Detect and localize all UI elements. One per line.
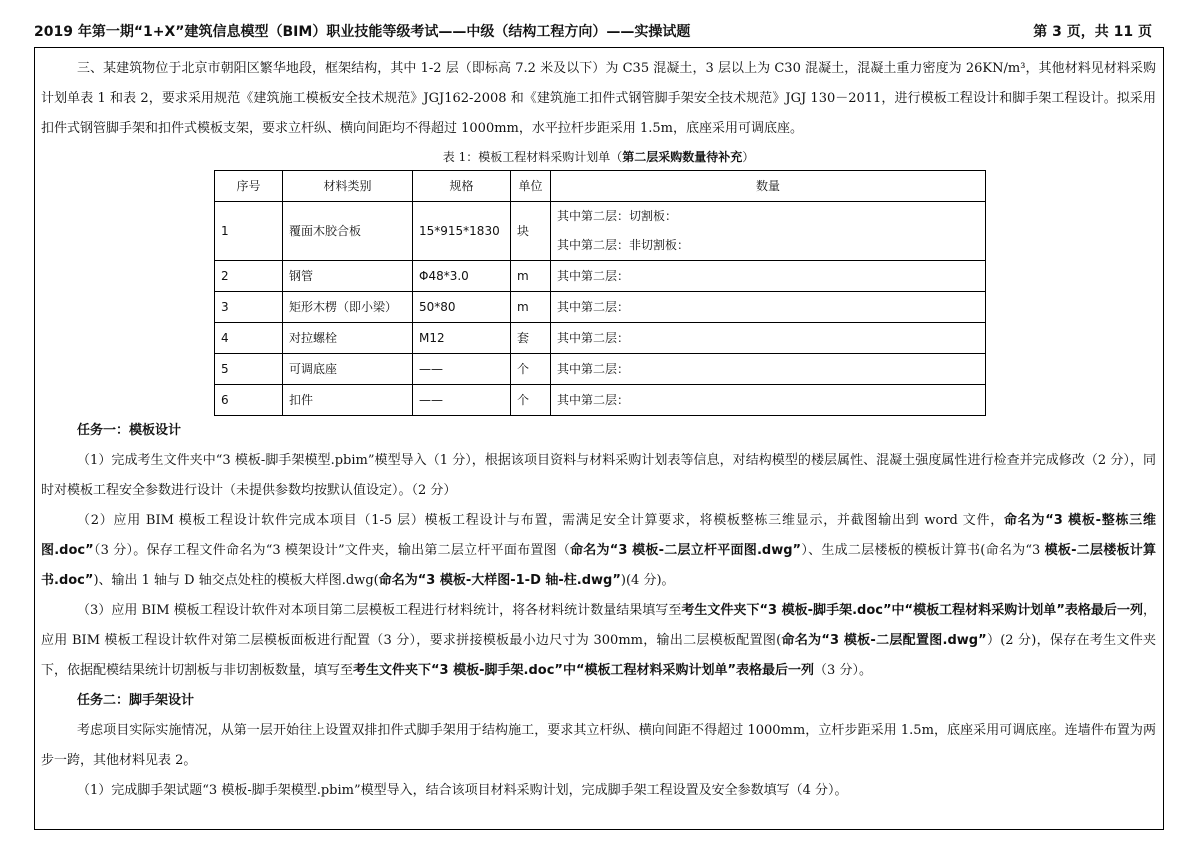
- table-row: [215, 323, 986, 354]
- cell-unit: 个: [511, 354, 551, 385]
- table-caption-bold: 第二层采购数量待补充: [622, 150, 743, 164]
- material-plan-table: [214, 170, 986, 416]
- cell-unit: 套: [511, 323, 551, 354]
- cell-spec: Φ48*3.0: [413, 261, 511, 292]
- page-number: 第 3 页，共 11 页: [1033, 24, 1152, 40]
- cell-unit: m: [511, 292, 551, 323]
- header-type: 材料类别: [283, 171, 413, 202]
- header-qty: 数量: [551, 171, 986, 202]
- page-header: [34, 20, 1152, 44]
- cell-type: 钢管: [283, 261, 413, 292]
- table-row: [215, 261, 986, 292]
- cell-no: 3: [215, 292, 283, 323]
- table-caption: 表 1：模板工程材料采购计划单（第二层采购数量待补充）: [442, 150, 755, 164]
- cell-unit: 个: [511, 385, 551, 416]
- cell-spec: ——: [413, 385, 511, 416]
- question-content: [41, 54, 1156, 806]
- task2-item1: （1）完成脚手架试题“3 模板-脚手架模型.pbim”模型导入，结合该项目材料采购计划，完成脚手架工程设置及安全参数填写（4 分）。: [77, 783, 848, 798]
- cell-spec: 50*80: [413, 292, 511, 323]
- qty-uncut-board: 其中第二层：非切割板：: [557, 238, 690, 252]
- cell-spec: 15*915*1830: [413, 202, 511, 261]
- task2-title: 任务二：脚手架设计: [77, 693, 195, 708]
- intro-paragraph: 三、某建筑物位于北京市朝阳区繁华地段，框架结构，其中 1-2 层（即标高 7.2 米及以下）为 C35 混凝土，3 层以上为 C30 混凝土，混凝土重力密度为 26KN/m³，其他材料见材料采购计划单表 1 和表 2，要求采用规范《建筑施工模板安全技术规范》JGJ162-2008 和《建筑施工扣件式钢管脚手架安全技术规范》JGJ 130－2011，进行模板工程设计和脚手架工程设计。拟采用扣件式钢管脚手架和扣件式模板支架，要求立杆纵、横向间距均不得超过 1000mm，水平拉杆步距采用 1.5m，底座采用可调底座。: [41, 61, 1156, 136]
- cell-qty[interactable]: 其中第二层：: [551, 261, 986, 292]
- table-row: [215, 202, 986, 261]
- cell-type: 可调底座: [283, 354, 413, 385]
- cell-spec: ——: [413, 354, 511, 385]
- task1-item2: （2）应用 BIM 模板工程设计软件完成本项目（1-5 层）模板工程设计与布置，需满足安全计算要求，将模板整栋三维显示，并截图输出到 word 文件，命名为“3 模板-整栋三维图.doc”（3 分）。保存工程文件命名为“3 模架设计”文件夹，输出第二层立杆平面布置图（命名为“3 模板-二层立杆平面图.dwg”）、生成二层楼板的模板计算书(命名为“3 模板-二层楼板计算书.doc”)、输出 1 轴与 D 轴交点处柱的模板大样图.dwg(命名为“3 模板-大样图-1-D 轴-柱.dwg”)(4 分)。: [41, 513, 1156, 588]
- cell-qty[interactable]: 其中第二层：: [551, 385, 986, 416]
- cell-type: 覆面木胶合板: [283, 202, 413, 261]
- cell-unit: m: [511, 261, 551, 292]
- cell-no: 2: [215, 261, 283, 292]
- table-header-row: [215, 171, 986, 202]
- cell-no: 4: [215, 323, 283, 354]
- cell-qty[interactable]: 其中第二层：: [551, 354, 986, 385]
- cell-spec: M12: [413, 323, 511, 354]
- cell-qty[interactable]: 其中第二层：: [551, 292, 986, 323]
- cell-no: 1: [215, 202, 283, 261]
- task1-item1: （1）完成考生文件夹中“3 模板-脚手架模型.pbim”模型导入（1 分），根据该项目资料与材料采购计划表等信息，对结构模型的楼层属性、混凝土强度属性进行检查并完成修改（2 分），同时对模板工程安全参数进行设计（未提供参数均按默认值设定）。（2 分）: [41, 453, 1156, 498]
- header-no: 序号: [215, 171, 283, 202]
- cell-qty[interactable]: 其中第二层：: [551, 323, 986, 354]
- header-spec: 规格: [413, 171, 511, 202]
- cell-type: 扣件: [283, 385, 413, 416]
- cell-no: 5: [215, 354, 283, 385]
- table-row: [215, 385, 986, 416]
- cell-type: 矩形木楞（即小梁）: [283, 292, 413, 323]
- qty-cut-board: 其中第二层：切割板：: [557, 209, 678, 223]
- table-row: [215, 292, 986, 323]
- task2-intro: 考虑项目实际实施情况，从第一层开始往上设置双排扣件式脚手架用于结构施工，要求其立杆纵、横向间距不得超过 1000mm，立杆步距采用 1.5m，底座采用可调底座。连墙件布置为两步一跨，其他材料见表 2。: [41, 723, 1156, 768]
- cell-no: 6: [215, 385, 283, 416]
- cell-type: 对拉螺栓: [283, 323, 413, 354]
- cell-qty[interactable]: [551, 202, 986, 261]
- table-row: [215, 354, 986, 385]
- header-unit: 单位: [511, 171, 551, 202]
- cell-unit: 块: [511, 202, 551, 261]
- task1-title: 任务一：模板设计: [77, 423, 182, 438]
- task1-item3: （3）应用 BIM 模板工程设计软件对本项目第二层模板工程进行材料统计，将各材料统计数量结果填写至考生文件夹下“3 模板-脚手架.doc”中“模板工程材料采购计划单”表格最后一列，应用 BIM 模板工程设计软件对第二层模板面板进行配置（3 分），要求拼接模板最小边尺寸为 300mm，输出二层模板配置图(命名为“3 模板-二层配置图.dwg”）(2 分)，保存在考生文件夹下，依据配模结果统计切割板与非切割板数量，填写至考生文件夹下“3 模板-脚手架.doc”中“模板工程材料采购计划单”表格最后一列（3 分）。: [41, 603, 1156, 678]
- exam-title: 2019 年第一期“1+X”建筑信息模型（BIM）职业技能等级考试——中级（结构工程方向）——实操试题: [34, 24, 691, 40]
